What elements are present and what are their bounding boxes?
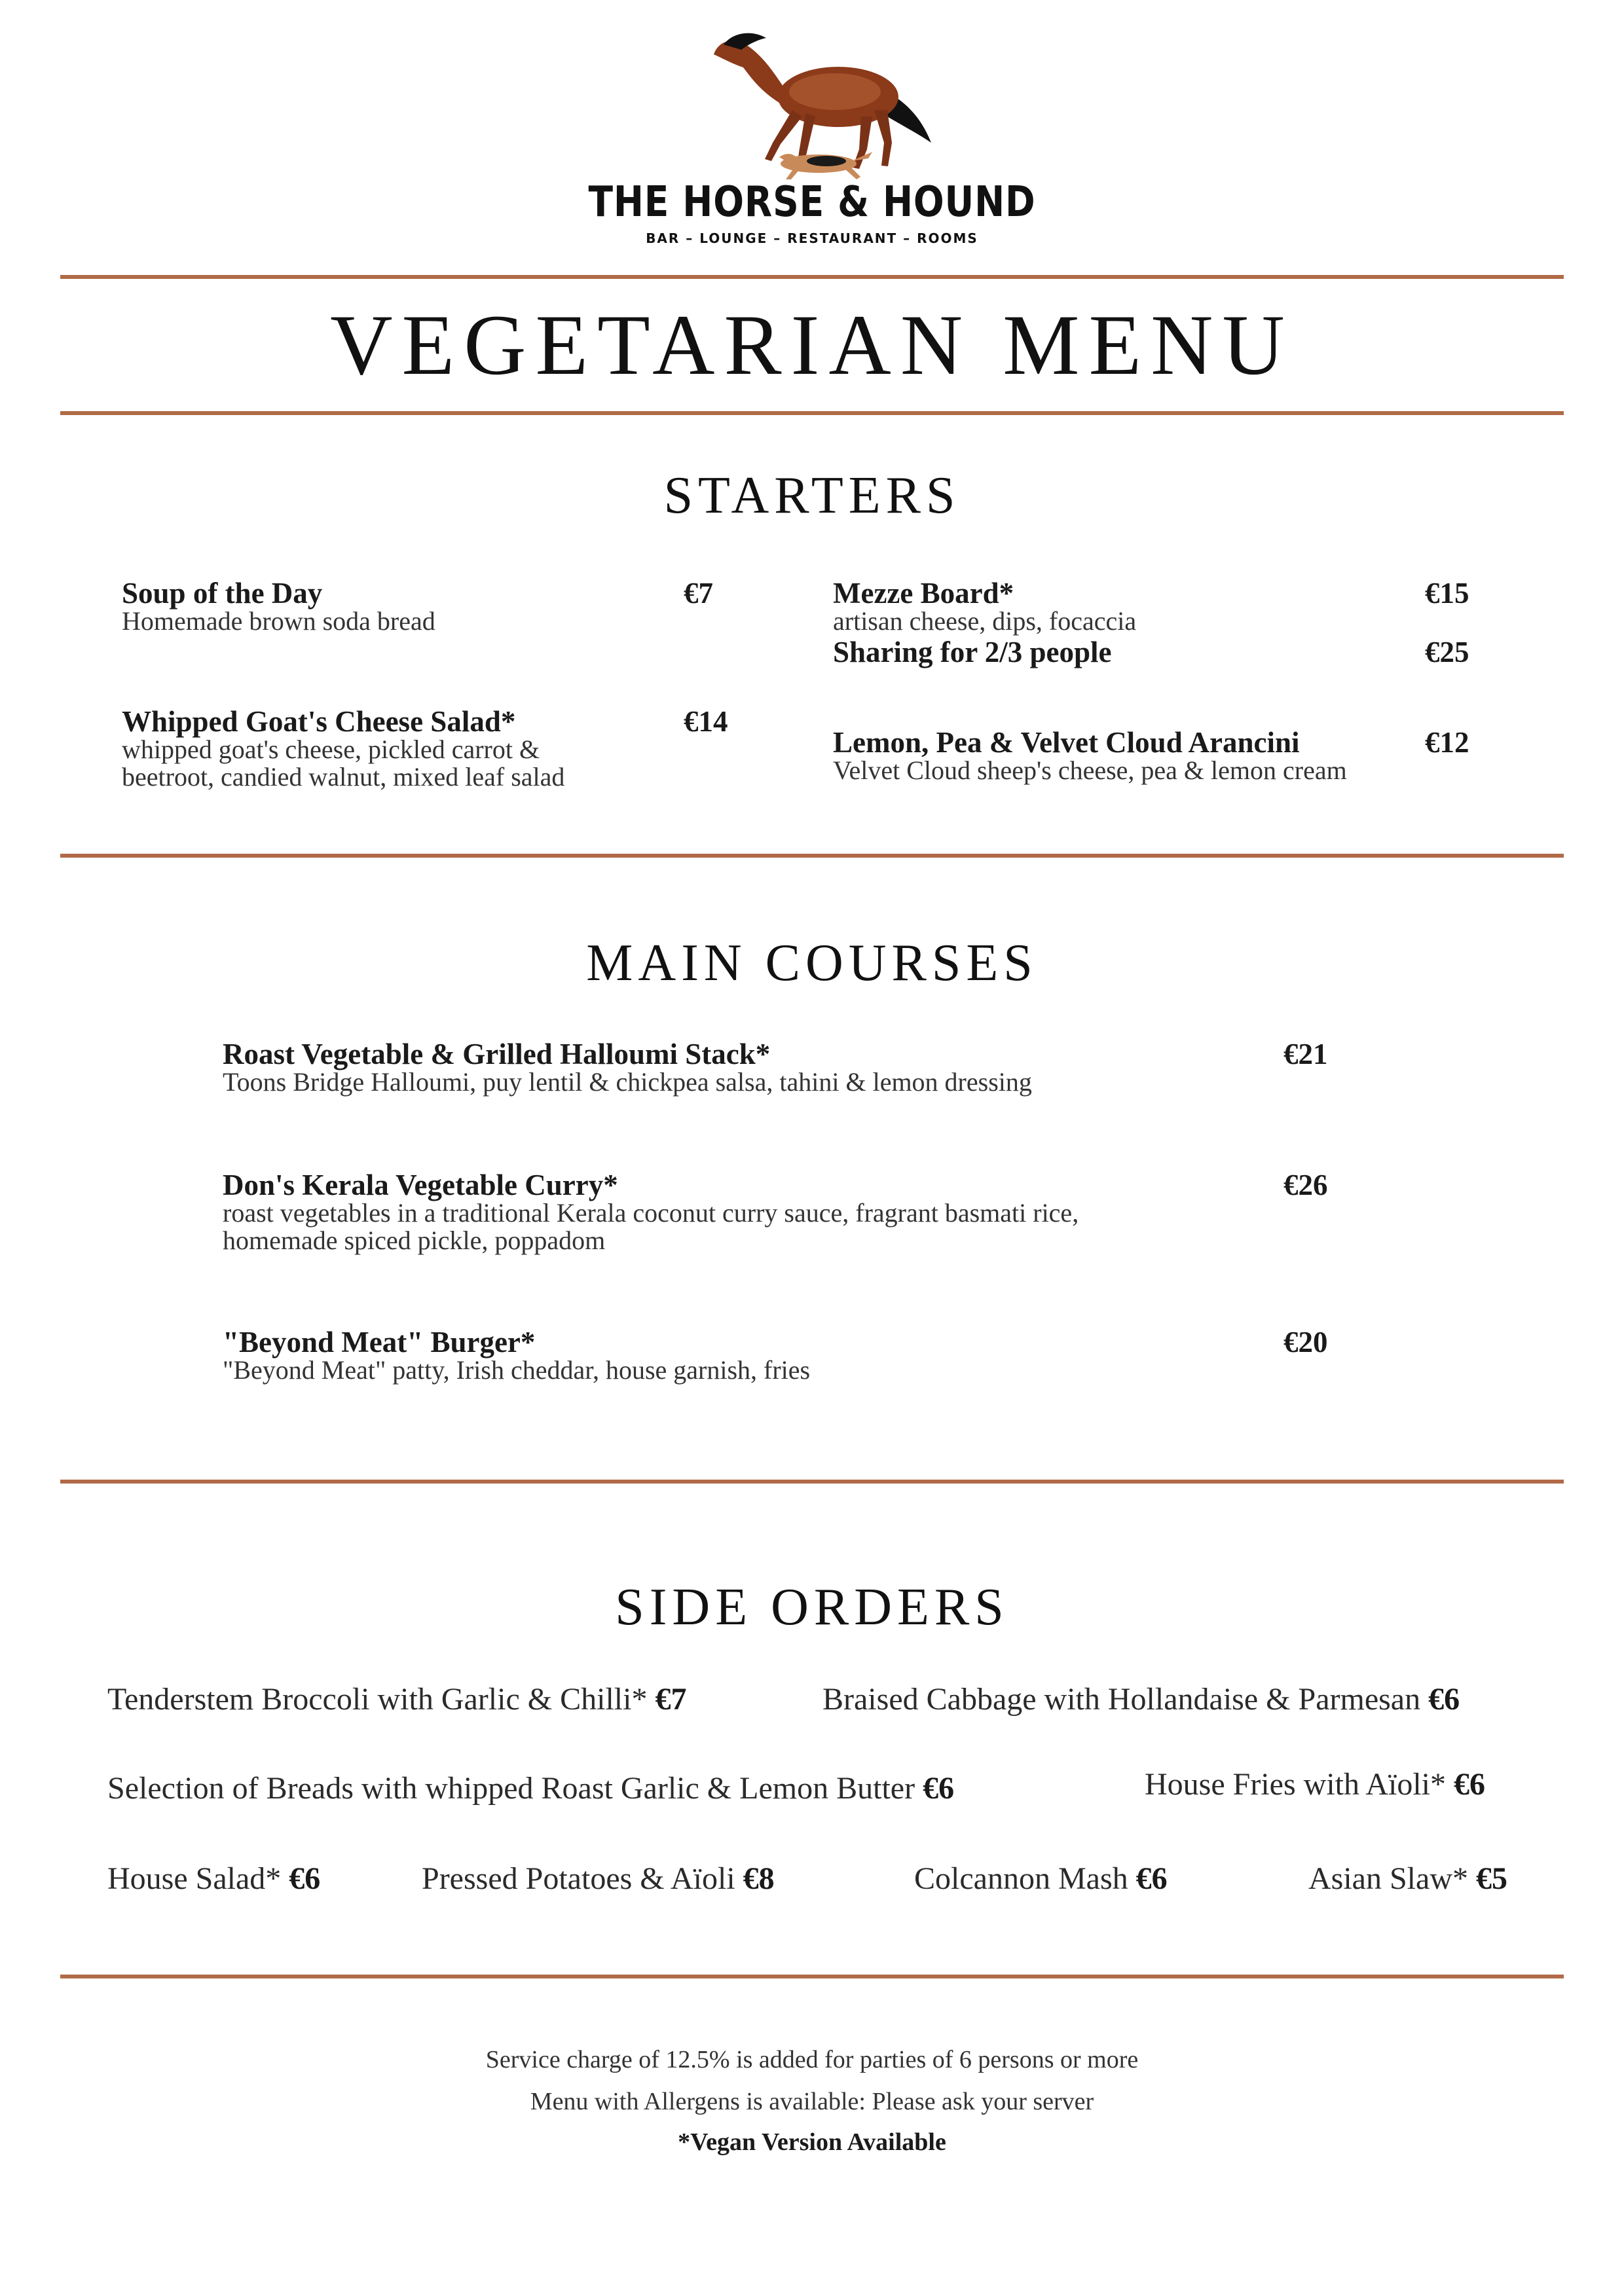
side-price: €6 (289, 1861, 321, 1896)
item-name: Soup of the Day (122, 577, 323, 610)
side-name: Pressed Potatoes & Aïoli (422, 1861, 735, 1896)
service-charge-note: Service charge of 12.5% is added for parties of 6 persons or more (485, 2046, 1139, 2073)
side-price: €6 (1135, 1861, 1168, 1896)
side-item-colcannon (914, 1861, 1168, 1897)
allergens-note: Menu with Allergens is available: Please ask your server (530, 2088, 1094, 2115)
divider (60, 275, 1564, 279)
side-price: €5 (1475, 1861, 1507, 1896)
side-item-broccoli (107, 1681, 686, 1717)
side-item-salad (107, 1861, 320, 1897)
item-price: €14 (684, 705, 728, 738)
sharing-price: €25 (1425, 636, 1469, 668)
divider (60, 854, 1564, 858)
item-name: "Beyond Meat" Burger* (223, 1326, 536, 1358)
item-name: Roast Vegetable & Grilled Halloumi Stack* (223, 1038, 771, 1070)
item-description: roast vegetables in a traditional Kerala coconut curry sauce, fragrant basmati rice, (223, 1198, 1079, 1228)
side-price: €6 (923, 1771, 955, 1806)
item-name: Mezze Board* (833, 577, 1014, 610)
item-description: "Beyond Meat" patty, Irish cheddar, house garnish, fries (223, 1355, 811, 1385)
starters-heading: STARTERS (663, 467, 961, 524)
side-name: House Salad* (107, 1861, 282, 1896)
item-description: homemade spiced pickle, poppadom (223, 1226, 606, 1255)
divider (60, 1480, 1564, 1484)
side-price: €8 (743, 1861, 775, 1896)
item-price: €21 (1283, 1038, 1328, 1070)
brand-name: THE HORSE & HOUND (588, 178, 1036, 227)
side-name: Tenderstem Broccoli with Garlic & Chilli* (107, 1682, 648, 1717)
item-price: €12 (1425, 726, 1469, 759)
side-name: Asian Slaw* (1308, 1861, 1468, 1896)
item-price: €26 (1283, 1169, 1328, 1201)
sharing-label: Sharing for 2/3 people (833, 636, 1112, 668)
side-price: €6 (1454, 1767, 1486, 1802)
divider (60, 1975, 1564, 1978)
item-description: artisan cheese, dips, focaccia (833, 606, 1137, 636)
divider (60, 411, 1564, 415)
side-price: €7 (655, 1682, 687, 1717)
item-name: Lemon, Pea & Velvet Cloud Arancini (833, 726, 1300, 759)
brand-tagline: BAR – LOUNGE – RESTAURANT – ROOMS (646, 230, 978, 246)
item-name: Whipped Goat's Cheese Salad* (122, 705, 516, 738)
item-name: Don's Kerala Vegetable Curry* (223, 1169, 618, 1201)
horse-and-hound-logo-icon (688, 18, 943, 190)
item-description: whipped goat's cheese, pickled carrot & (122, 735, 540, 764)
item-description: Toons Bridge Halloumi, puy lentil & chickpea salsa, tahini & lemon dressing (223, 1067, 1032, 1097)
side-item-slaw (1308, 1861, 1507, 1897)
item-description: Homemade brown soda bread (122, 606, 435, 636)
item-description: Velvet Cloud sheep's cheese, pea & lemon cream (833, 756, 1347, 785)
item-description: beetroot, candied walnut, mixed leaf salad (122, 762, 565, 792)
side-item-cabbage (822, 1681, 1460, 1717)
side-name: House Fries with Aïoli* (1145, 1767, 1447, 1802)
side-item-potatoes (422, 1861, 775, 1897)
item-price: €20 (1283, 1326, 1328, 1358)
menu-title: VEGETARIAN MENU (330, 297, 1294, 393)
side-name: Braised Cabbage with Hollandaise & Parmesan (822, 1682, 1421, 1717)
side-name: Colcannon Mash (914, 1861, 1128, 1896)
item-price: €7 (684, 577, 713, 610)
main-courses-heading: MAIN COURSES (586, 934, 1038, 992)
side-item-fries (1145, 1766, 1485, 1802)
side-price: €6 (1428, 1682, 1460, 1717)
side-orders-heading: SIDE ORDERS (615, 1578, 1009, 1636)
side-item-breads (107, 1770, 954, 1806)
vegan-note: *Vegan Version Available (678, 2128, 946, 2156)
side-name: Selection of Breads with whipped Roast Garlic & Lemon Butter (107, 1771, 915, 1806)
item-price: €15 (1425, 577, 1469, 610)
